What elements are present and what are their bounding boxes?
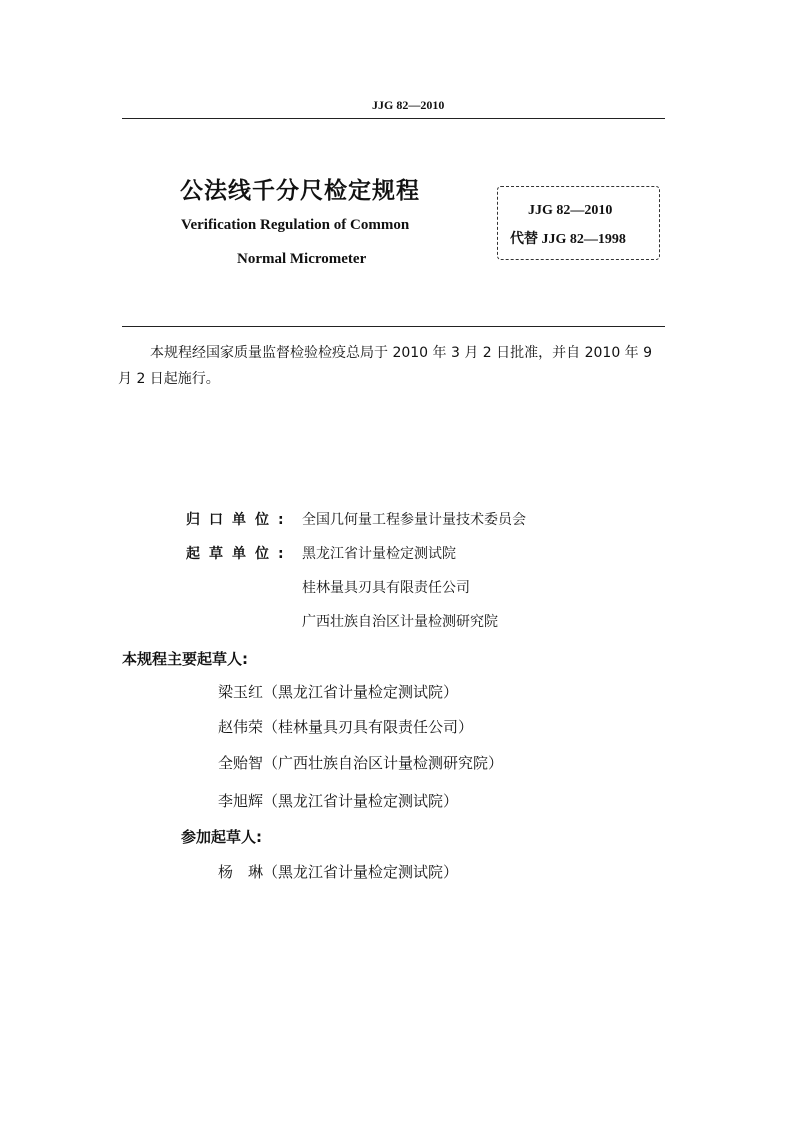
drafting-unit-value: 黑龙江省计量检定测试院 — [302, 546, 456, 562]
top-divider — [122, 118, 665, 119]
title-chinese: 公法线千分尺检定规程 — [180, 178, 420, 204]
header-standard-code: JJG 82—2010 — [372, 98, 445, 112]
drafter-entry: 李旭辉（黑龙江省计量检定测试院） — [218, 792, 459, 810]
drafter-entry: 赵伟荣（桂林量具刃具有限责任公司） — [218, 718, 474, 736]
standard-code: JJG 82—2010 — [528, 203, 613, 218]
responsible-unit-label: 归口单位: — [186, 512, 293, 528]
drafting-unit-value: 桂林量具刃具有限责任公司 — [302, 580, 470, 596]
drafter-entry: 梁玉红（黑龙江省计量检定测试院） — [218, 683, 459, 701]
middle-divider — [122, 326, 665, 327]
drafter-entry: 全贻智（广西壮族自治区计量检测研究院） — [218, 754, 504, 772]
approval-statement: 本规程经国家质量监督检验检疫总局于 2010 年 3 月 2 日批准，并自 2010 年 9 月 2 日起施行。 — [118, 345, 653, 387]
standard-code-box — [497, 186, 660, 260]
responsible-unit-value: 全国几何量工程参量计量技术委员会 — [302, 512, 526, 528]
drafting-unit-label: 起草单位: — [186, 546, 293, 562]
participant-entry: 杨 琳（黑龙江省计量检定测试院） — [218, 863, 459, 881]
participating-drafters-heading: 参加起草人: — [181, 828, 262, 846]
drafting-unit-value: 广西壮族自治区计量检测研究院 — [302, 614, 498, 630]
main-drafters-heading: 本规程主要起草人: — [122, 650, 248, 668]
title-english-line2: Normal Micrometer — [237, 251, 367, 267]
replaced-standard-code: 代替 JJG 82—1998 — [510, 232, 626, 247]
title-english-line1: Verification Regulation of Common — [181, 217, 410, 233]
